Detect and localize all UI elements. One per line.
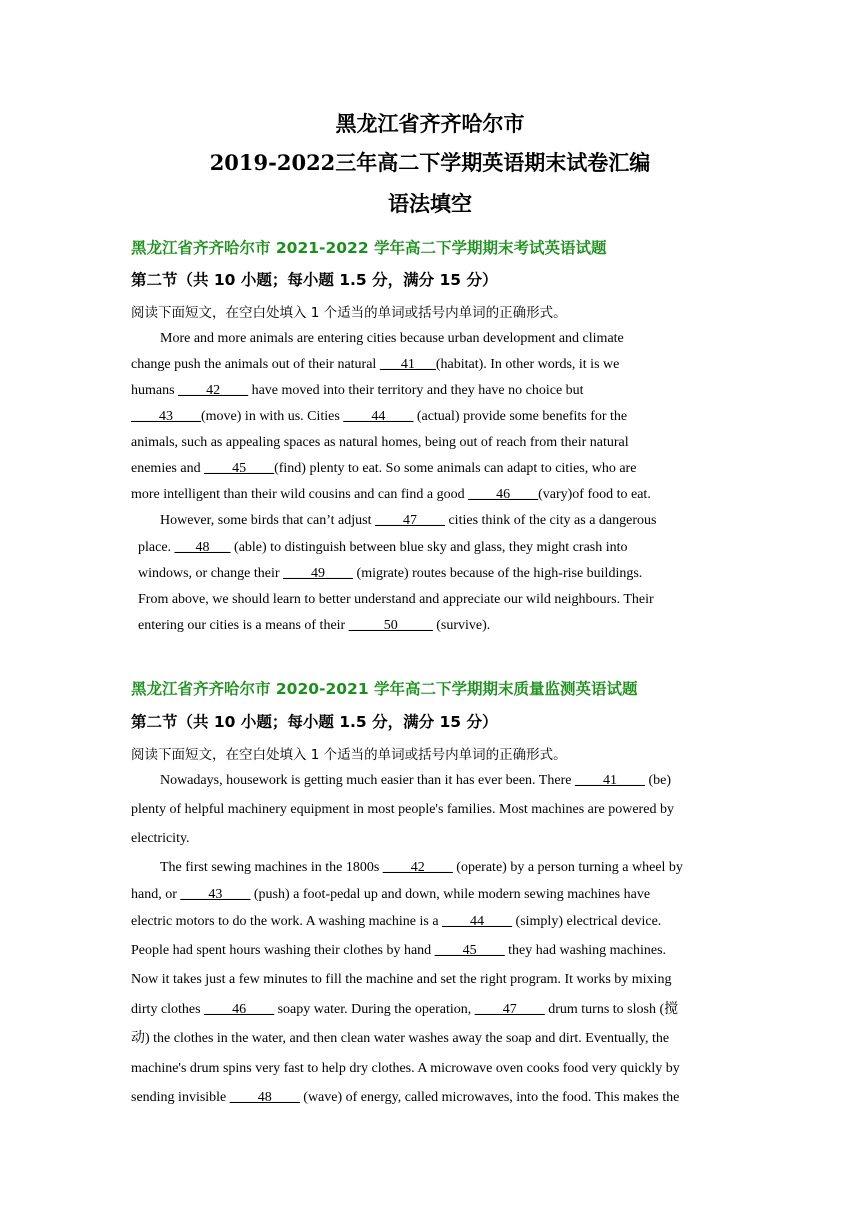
passage-line	[131, 1001, 678, 1019]
passage-text: (simply) electrical device.	[512, 914, 662, 929]
doc-title-type: 语法填空	[388, 191, 472, 216]
passage-line	[131, 356, 619, 374]
passage-line	[131, 913, 661, 931]
answer-blank[interactable]: ____42____	[382, 860, 453, 875]
passage-text: (wave) of energy, called microwaves, into the food. This makes the	[299, 1090, 680, 1105]
passage-text: humans	[131, 383, 179, 398]
answer-blank[interactable]: ____44____	[442, 914, 513, 929]
passage-text: sending invisible	[131, 1090, 230, 1105]
passage-text: enemies and	[131, 461, 205, 476]
passage-text: (habitat). In other words, it is we	[435, 357, 620, 372]
answer-blank[interactable]: ___41___	[379, 357, 436, 372]
answer-blank[interactable]: ____44____	[343, 409, 414, 424]
passage-text: electricity.	[131, 831, 190, 846]
passage-line	[131, 971, 671, 989]
passage-text: (push) a foot-pedal up and down, while modern sewing machines have	[250, 887, 651, 902]
passage-line	[160, 859, 683, 877]
passage-text: they had washing machines.	[504, 943, 667, 958]
passage-text: change push the animals out of their natural	[131, 357, 380, 372]
answer-blank[interactable]: ____48____	[229, 1090, 300, 1105]
passage-text: Now it takes just a few minutes to fill the machine and set the right program. It works by mixing	[131, 972, 672, 987]
passage-text: However, some birds that can’t adjust	[160, 513, 375, 528]
passage-line	[131, 486, 651, 504]
passage-text: 动) the clothes in the water, and then clean water washes away the soap and dirt. Eventually, the	[131, 1031, 670, 1046]
answer-blank[interactable]: _____50_____	[348, 618, 433, 633]
passage-line	[138, 591, 654, 609]
passage-text: hand, or	[131, 887, 181, 902]
passage-text: animals, such as appealing spaces as natural homes, being out of reach from their natural	[131, 435, 629, 450]
passage-text: dirty clothes	[131, 1002, 205, 1017]
passage-line	[131, 1030, 669, 1048]
passage-line	[131, 1089, 679, 1107]
passage-text: More and more animals are entering cities because urban development and climate	[160, 331, 624, 346]
passage-text: Nowadays, housework is getting much easier than it has ever been. There	[160, 773, 575, 788]
passage-text: (vary)of food to eat.	[538, 487, 651, 502]
passage-text: (actual) provide some benefits for the	[413, 409, 628, 424]
passage-text: place.	[138, 540, 175, 555]
passage-text: People had spent hours washing their clothes by hand	[131, 943, 435, 958]
answer-blank[interactable]: ____46____	[468, 487, 539, 502]
passage-line	[138, 617, 490, 635]
section1-part-heading: 第二节（共 10 小题；每小题 1.5 分，满分 15 分）	[131, 271, 498, 289]
answer-blank[interactable]: ____45____	[204, 461, 275, 476]
passage-line	[131, 434, 629, 452]
answer-blank[interactable]: ____46____	[204, 1002, 275, 1017]
answer-blank[interactable]: ___48___	[174, 540, 231, 555]
passage-line	[131, 886, 650, 904]
passage-line	[138, 539, 628, 557]
answer-blank[interactable]: ____49____	[283, 566, 354, 581]
passage-line	[131, 801, 674, 819]
answer-blank[interactable]: ____45____	[434, 943, 505, 958]
passage-text: (survive).	[432, 618, 491, 633]
passage-text: more intelligent than their wild cousins and can find a good	[131, 487, 469, 502]
passage-line	[131, 460, 636, 478]
passage-text: windows, or change their	[138, 566, 284, 581]
passage-text: (be)	[644, 773, 671, 788]
answer-blank[interactable]: ____47____	[474, 1002, 545, 1017]
passage-line	[160, 772, 671, 790]
passage-text: (move) in with us. Cities	[201, 409, 344, 424]
section2-instruction: 阅读下面短文，在空白处填入 1 个适当的单词或括号内单词的正确形式。	[131, 747, 567, 763]
passage-line	[131, 382, 584, 400]
answer-blank[interactable]: ____43____	[180, 887, 251, 902]
passage-line	[160, 330, 624, 348]
passage-text: (find) plenty to eat. So some animals can adapt to cities, who are	[274, 461, 637, 476]
passage-line	[131, 1060, 680, 1078]
doc-title-main: 2019-2022三年高二下学期英语期末试卷汇编	[209, 150, 651, 175]
answer-blank[interactable]: ____43____	[131, 409, 201, 424]
passage-line	[131, 830, 190, 848]
passage-text: entering our cities is a means of their	[138, 618, 349, 633]
passage-text: The first sewing machines in the 1800s	[160, 860, 383, 875]
passage-text: (operate) by a person turning a wheel by	[452, 860, 683, 875]
passage-text: From above, we should learn to better understand and appreciate our wild neighbours. Their	[138, 592, 654, 607]
doc-title-region: 黑龙江省齐齐哈尔市	[335, 111, 525, 136]
answer-blank[interactable]: ____41____	[574, 773, 645, 788]
passage-text: have moved into their territory and they have no choice but	[248, 383, 584, 398]
passage-text: machine's drum spins very fast to help dry clothes. A microwave oven cooks food very quickly by	[131, 1061, 680, 1076]
passage-text: (migrate) routes because of the high-rise buildings.	[353, 566, 643, 581]
passage-text: (able) to distinguish between blue sky and glass, they might crash into	[230, 540, 628, 555]
section2-title: 黑龙江省齐齐哈尔市 2020-2021 学年高二下学期期末质量监测英语试题	[131, 680, 638, 698]
passage-text: cities think of the city as a dangerous	[444, 513, 657, 528]
section1-instruction: 阅读下面短文，在空白处填入 1 个适当的单词或括号内单词的正确形式。	[131, 305, 567, 321]
answer-blank[interactable]: ____42____	[178, 383, 249, 398]
passage-text: electric motors to do the work. A washing machine is a	[131, 914, 443, 929]
passage-text: drum turns to slosh (搅	[544, 1002, 679, 1017]
passage-text: plenty of helpful machinery equipment in most people's families. Most machines are powered by	[131, 802, 674, 817]
passage-line	[131, 408, 627, 426]
answer-blank[interactable]: ____47____	[374, 513, 445, 528]
passage-text: soapy water. During the operation,	[274, 1002, 475, 1017]
section2-part-heading: 第二节（共 10 小题；每小题 1.5 分，满分 15 分）	[131, 713, 498, 731]
passage-line	[131, 942, 666, 960]
section1-title: 黑龙江省齐齐哈尔市 2021-2022 学年高二下学期期末考试英语试题	[131, 239, 607, 257]
passage-line	[138, 565, 642, 583]
passage-line	[160, 512, 656, 530]
